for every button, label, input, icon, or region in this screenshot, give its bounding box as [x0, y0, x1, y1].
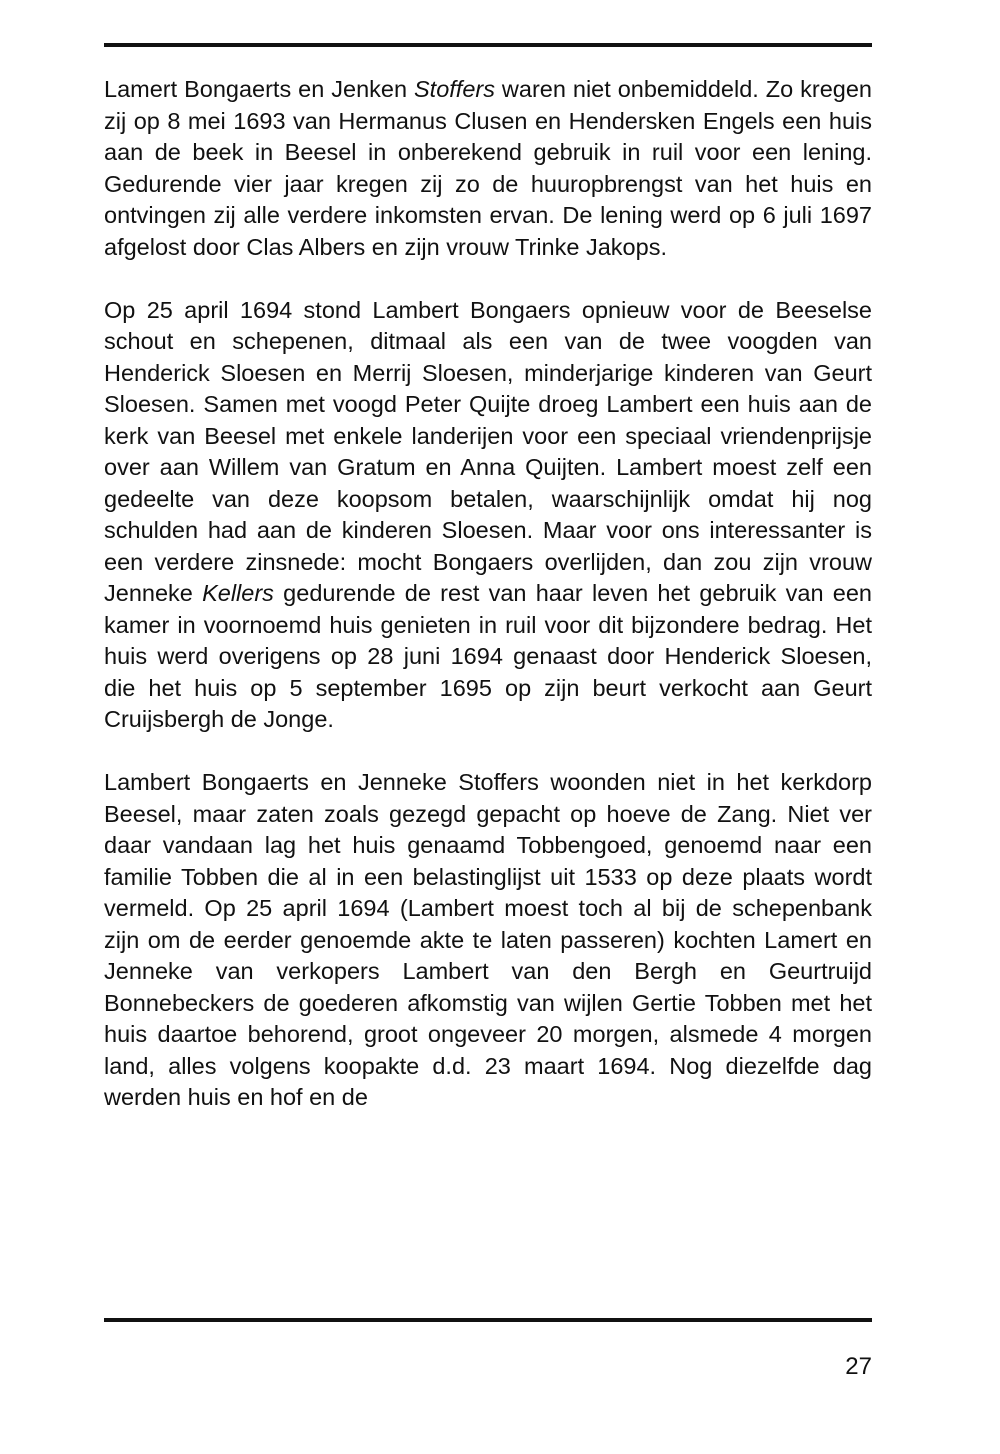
text-segment: gedurende de rest van haar leven het gebruik van een kamer in voornoemd huis genieten in ruil voor dit bijzondere bedrag. Het huis werd overigens op 28 juni 1694 genaast door Henderick Sloesen, die het huis op 5 september 1695 op zijn beurt verkocht aan Geurt Cruijsbergh de Jonge. [104, 580, 872, 732]
paragraph-3 [104, 767, 872, 1114]
text-segment: Lambert Bongaerts en Jenneke Stoffers woonden niet in het kerkdorp Beesel, maar zaten zoals gezegd gepacht op hoeve de Zang. Niet ver daar vandaan lag het huis genaamd Tobbengoed, genoemd naar een familie Tobben die al in een belastinglijst uit 1533 op deze plaats wordt vermeld. Op 25 april 1694 (Lambert moest toch al bij de schepenbank zijn om de eerder genoemde akte te laten passeren) kochten Lamert en Jenneke van verkopers Lambert van den Bergh en Geurtruijd Bonnebeckers de goederen afkomstig van wijlen Gertie Tobben met het huis daartoe behorend, groot ongeveer 20 morgen, alsmede 4 morgen land, alles volgens koopakte d.d. 23 maart 1694. Nog diezelfde dag werden huis en hof en de [104, 769, 872, 1110]
italic-surname: Kellers [202, 580, 274, 606]
text-segment: Op 25 april 1694 stond Lambert Bongaers opnieuw voor de Beeselse schout en schepenen, ditmaal als een van de twee voogden van Henderick Sloesen en Merrij Sloesen, minderjarige kinderen van Geurt Sloesen. Samen met voogd Peter Quijte droeg Lambert een huis aan de kerk van Beesel met enkele landerijen voor een speciaal vriendenprijsje over aan Willem van Gratum en Anna Quijten. Lambert moest zelf een gedeelte van deze koopsom betalen, waarschijnlijk omdat hij nog schulden had aan de kinderen Sloesen. Maar voor ons interessanter is een verdere zinsnede: mocht Bongaers overlijden, dan zou zijn vrouw Jenneke [104, 296, 872, 606]
top-rule [104, 43, 872, 47]
paragraph-1 [104, 74, 872, 263]
body-text [104, 74, 872, 1114]
text-segment: Lamert Bongaerts en Jenken [104, 76, 414, 102]
italic-surname: Stoffers [413, 76, 495, 102]
paragraph-2 [104, 295, 872, 736]
page-number: 27 [845, 1353, 872, 1380]
bottom-rule [104, 1318, 872, 1322]
text-segment: waren niet onbemiddeld. Zo kregen zij op 8 mei 1693 van Hermanus Clusen en Hendersken Engels een huis aan de beek in Beesel in onberekend gebruik in ruil voor een lening. Gedurende vier jaar kregen zij zo de huuropbrengst van het huis en ontvingen zij alle verdere inkomsten ervan. De lening werd op 6 juli 1697 afgelost door Clas Albers en zijn vrouw Trinke Jakops. [104, 76, 872, 260]
